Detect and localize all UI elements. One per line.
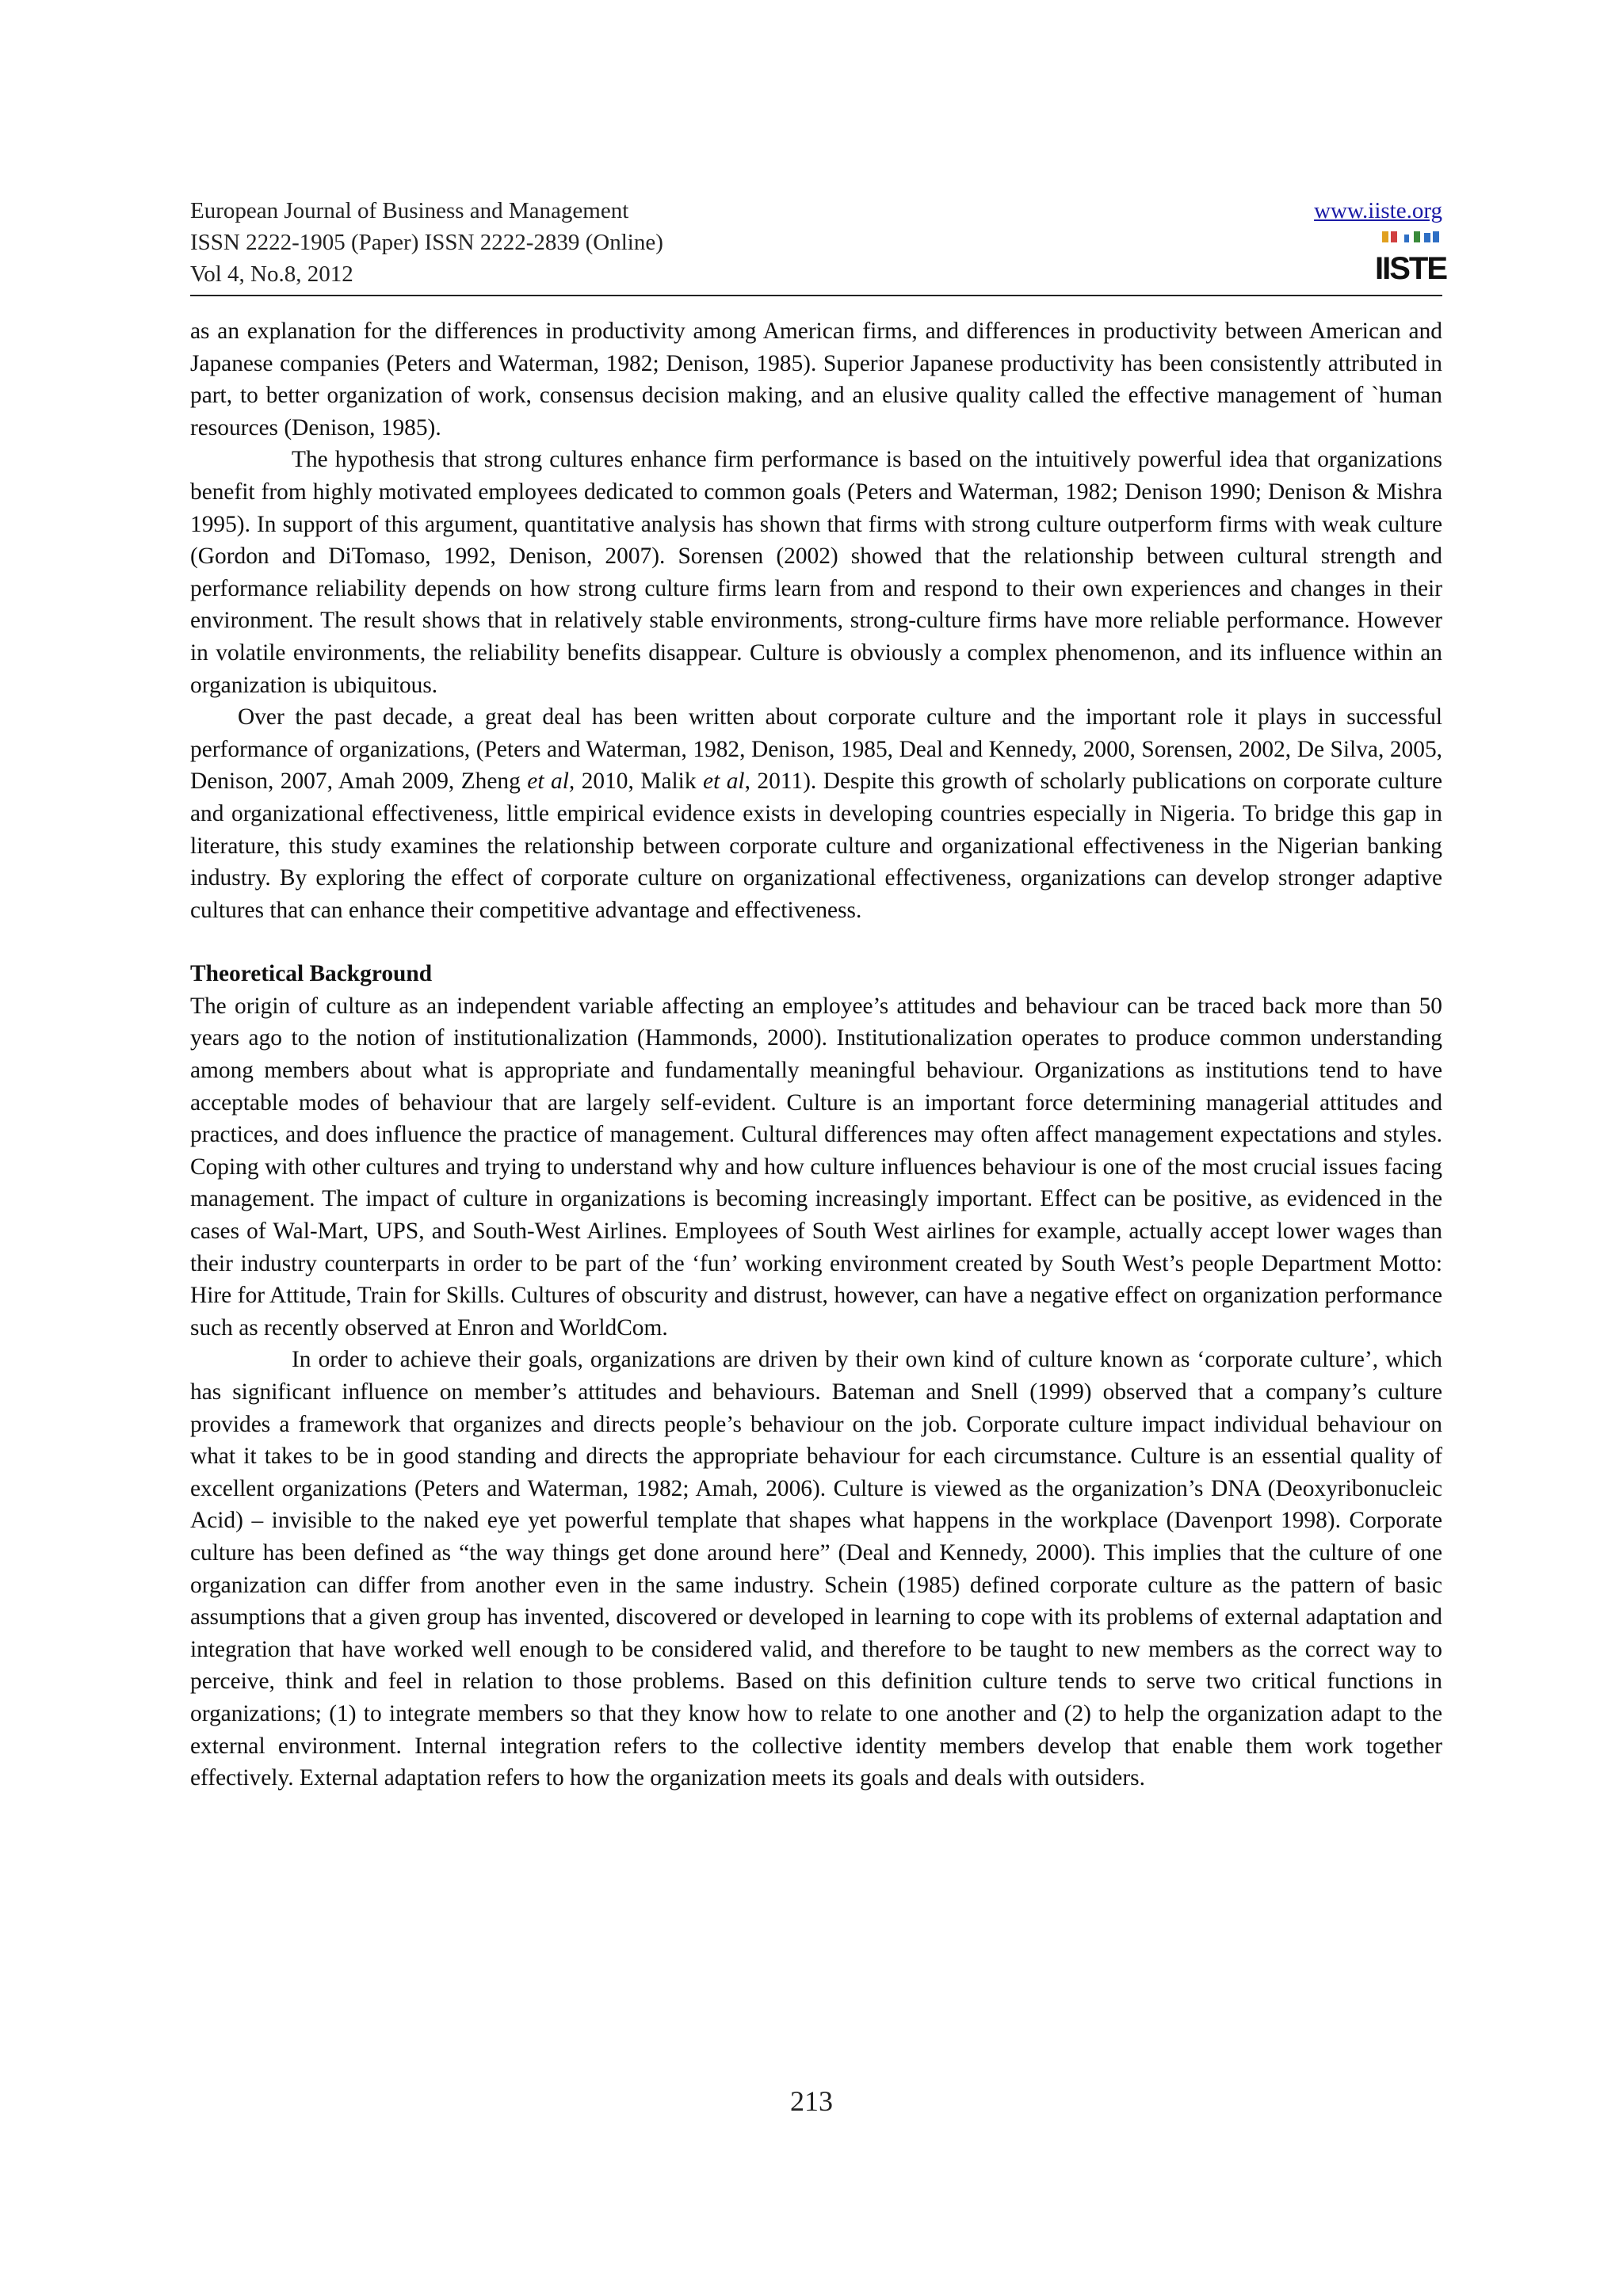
paragraph-3-text-c: , 2011). Despite this growth of scholarly publications on corporate culture and organizational effectiveness, little empirical evidence exists in developing countries especially in Nigeria. To bridge this gap in literature, this study examines the relationship between corporate culture and organizational effectiveness in the Nigerian banking industry. By exploring the effect of corporate culture on organizational effectiveness, organizations can develop stronger adaptive cultures that can enhance their competitive advantage and effectiveness. (190, 769, 1442, 923)
page-header (190, 195, 1447, 290)
section-paragraph-1: The origin of culture as an independent variable affecting an employee’s attitudes and behaviour can be traced back more than 50 years ago to the notion of institutionalization (Hammonds, 2000). Institutionalization operates to produce common understanding among members about what is appropriate and fundamentally meaningful behaviour. Organizations as institutions tend to have acceptable modes of behaviour that are largely self-evident. Culture is an important force determining managerial attitudes and practices, and does influence the practice of management. Cultural differences may often affect management expectations and styles. Coping with other cultures and trying to understand why and how culture influences behaviour is one of the most crucial issues facing management. The impact of culture in organizations is becoming increasingly important. Effect can be positive, as evidenced in the cases of Wal-Mart, UPS, and South-West Airlines. Employees of South West airlines for example, actually accept lower wages than their industry counterparts in order to be part of the ‘fun’ working environment created by South West’s people Department Motto: Hire for Attitude, Train for Skills. Cultures of obscurity and distrust, however, can have a negative effect on organization performance such as recently observed at Enron and WorldCom. (190, 993, 1442, 1341)
section-paragraph-2: In order to achieve their goals, organizations are driven by their own kind of culture known as ‘corporate culture’, which has significant influence on member’s attitudes and behaviours. Bateman and Snell (1999) observed that a company’s culture provides a framework that organizes and directs people’s behaviour on the job. Corporate culture impact individual behaviour on what it takes to be in good standing and directs the appropriate behaviour for each circumstance. Culture is an essential quality of excellent organizations (Peters and Waterman, 1982; Amah, 2006). Culture is viewed as the organization’s DNA (Deoxyribonucleic Acid) – invisible to the naked eye yet powerful template that shapes what happens in the workplace (Davenport 1998). Corporate culture has been defined as “the way things get done around here” (Deal and Kennedy, 2000). This implies that the culture of one organization can differ from another even in the same industry. Schein (1985) defined corporate culture as the pattern of basic assumptions that a given group has invented, discovered or developed in learning to cope with its problems of external adaptation and integration that have worked well enough to be considered valid, and therefore to be taught to new members as the correct way to perceive, think and feel in relation to those problems. Based on this definition culture tends to serve two critical functions in organizations; (1) to integrate members so that they know how to relate to one another and (2) to help the organization adapt to the external environment. Internal integration refers to the collective identity members develop that enable them work together effectively. External adaptation refers to how the organization meets its goals and deals with outsiders. (190, 1347, 1442, 1791)
page-number: 213 (790, 2085, 833, 2117)
paragraph-3-text-a: Over the past decade, a great deal has been written about corporate culture and the important role it plays in successful performance of organizations, (Peters and Waterman, 1982, Denison, 1985, Deal and Kennedy, 2000, Sorensen, 2002, De Silva, 2005, Denison, 2007, Amah 2009, Zheng (190, 704, 1442, 795)
paragraph-3-text-b: 2010, Malik (575, 769, 704, 795)
svg-text:IISTE: IISTE (1374, 251, 1447, 286)
issn-line: ISSN 2222-1905 (Paper) ISSN 2222-2839 (Online) (190, 230, 663, 255)
paragraph-1: as an explanation for the differences in productivity among American firms, and differences in productivity between American and Japanese companies (Peters and Waterman, 1982; Denison, 1985). Superior Japanese productivity has been consistently attributed in part, to better organization of work, consensus decision making, and an elusive quality called the effective management of `human resources (Denison, 1985). (190, 318, 1442, 441)
paragraph-3 (190, 701, 1442, 926)
paragraph-3-etal-a: et al, (527, 769, 575, 795)
journal-title: European Journal of Business and Management (190, 198, 629, 223)
journal-website-link[interactable]: www.iiste.org (1314, 198, 1442, 223)
section-heading: Theoretical Background (190, 961, 433, 987)
main-body (190, 315, 1442, 1794)
header-divider (190, 295, 1442, 296)
paragraph-3-etal-b: et al (703, 769, 745, 795)
paragraph-2: The hypothesis that strong cultures enhance firm performance is based on the intuitively powerful idea that organizations benefit from highly motivated employees dedicated to common goals (Peters and Waterman, 1982; Denison 1990; Denison & Mishra 1995). In support of this argument, quantitative analysis has shown that firms with strong culture outperform firms with weak culture (Gordon and DiTomaso, 1992, Denison, 2007). Sorensen (2002) showed that the relationship between cultural strength and performance reliability depends on how strong culture firms learn from and respond to their own experiences and changes in their environment. The result shows that in relatively stable environments, strong-culture firms have more reliable performance. However in volatile environments, the reliability benefits disappear. Culture is obviously a complex phenomenon, and its influence within an organization is ubiquitous. (190, 447, 1442, 698)
volume-line: Vol 4, No.8, 2012 (190, 261, 353, 287)
iiste-logo-icon (1374, 230, 1447, 286)
